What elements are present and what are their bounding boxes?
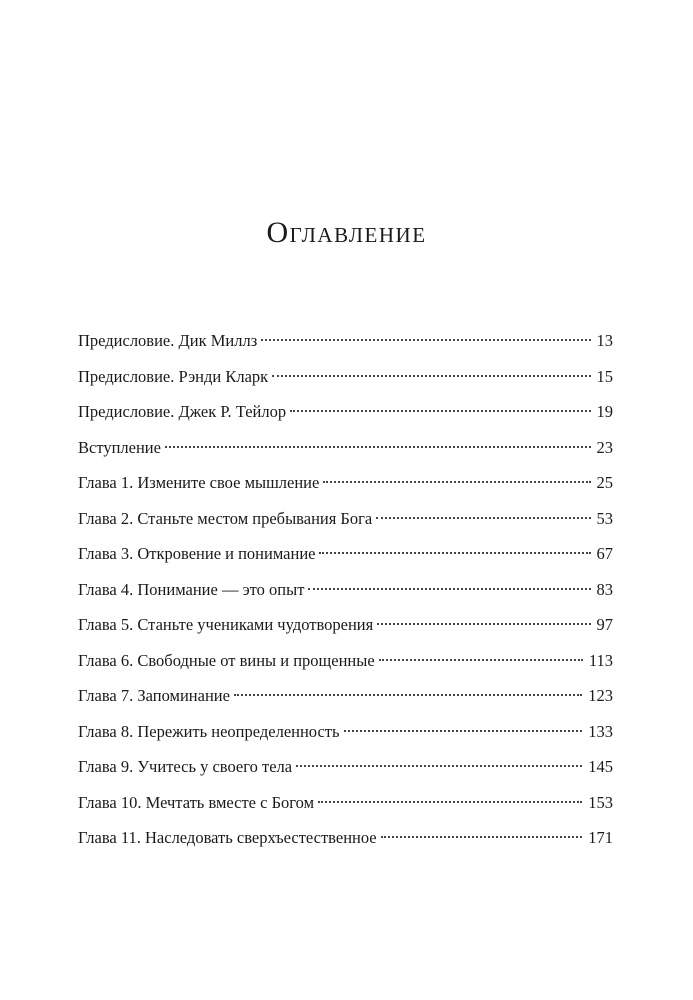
toc-entry[interactable]	[78, 398, 613, 434]
dot-leader	[379, 659, 583, 661]
toc-entry[interactable]	[78, 611, 613, 647]
toc-entry-label: Глава 1. Измените свое мышление	[78, 473, 320, 492]
toc-page-number: 97	[596, 615, 613, 634]
toc-page-number: 13	[596, 331, 613, 350]
toc-entry[interactable]	[78, 469, 613, 505]
toc-entry-label: Глава 5. Станьте учениками чудотворения	[78, 615, 374, 634]
dot-leader	[290, 410, 590, 412]
toc-entry[interactable]	[78, 576, 613, 612]
toc-entry[interactable]	[78, 682, 613, 718]
toc-entry[interactable]	[78, 647, 613, 683]
toc-entry[interactable]	[78, 363, 613, 399]
toc-page-number: 25	[596, 473, 613, 492]
toc-page-number: 67	[596, 544, 613, 563]
toc-entry-label: Предисловие. Дик Миллз	[78, 331, 258, 350]
toc-entry-label: Глава 4. Понимание — это опыт	[78, 579, 305, 599]
toc-entry-label: Глава 3. Откровение и понимание	[78, 544, 316, 563]
dot-leader	[344, 730, 583, 732]
toc-entry[interactable]	[78, 327, 613, 363]
toc-entry[interactable]	[78, 505, 613, 541]
toc-entry[interactable]	[78, 434, 613, 470]
toc-entry[interactable]	[78, 789, 613, 825]
dot-leader	[165, 446, 591, 448]
toc-entry-label: Предисловие. Рэнди Кларк	[78, 366, 269, 386]
toc-page-number: 19	[596, 402, 613, 421]
dot-leader	[296, 765, 582, 767]
toc-page-number: 145	[588, 757, 613, 776]
dot-leader	[318, 801, 582, 803]
toc-entry-label: Глава 2. Станьте местом пребывания Бога	[78, 508, 373, 528]
page-title: Оглавление	[266, 216, 427, 250]
toc-page-number: 23	[596, 437, 613, 457]
table-of-contents	[78, 327, 613, 860]
toc-page-number: 113	[588, 650, 613, 670]
toc-entry-label: Вступление	[78, 437, 161, 457]
toc-page-number: 171	[588, 828, 613, 847]
toc-entry-label: Предисловие. Джек Р. Тейлор	[78, 402, 287, 421]
dot-leader	[272, 375, 590, 377]
toc-entry-label: Глава 10. Мечтать вместе с Богом	[78, 792, 315, 812]
toc-page-number: 83	[596, 579, 613, 599]
toc-entry-label: Глава 11. Наследовать сверхъестественное	[78, 828, 377, 847]
toc-page-number: 123	[588, 686, 613, 705]
toc-page-number: 133	[588, 721, 613, 741]
toc-entry-label: Глава 7. Запоминание	[78, 686, 230, 705]
dot-leader	[377, 623, 590, 625]
toc-entry-label: Глава 9. Учитесь у своего тела	[78, 757, 293, 776]
toc-page-number: 153	[588, 792, 613, 812]
toc-entry[interactable]	[78, 753, 613, 789]
dot-leader	[308, 588, 590, 590]
toc-entry[interactable]	[78, 824, 613, 860]
dot-leader	[319, 552, 590, 554]
dot-leader	[323, 481, 590, 483]
toc-entry[interactable]	[78, 718, 613, 754]
dot-leader	[381, 836, 583, 838]
toc-page-number: 15	[596, 366, 613, 386]
toc-page-number: 53	[596, 508, 613, 528]
dot-leader	[261, 339, 590, 341]
toc-entry-label: Глава 6. Свободные от вины и прощенные	[78, 650, 375, 670]
dot-leader	[376, 517, 590, 519]
dot-leader	[234, 694, 582, 696]
toc-entry[interactable]	[78, 540, 613, 576]
toc-entry-label: Глава 8. Пережить неопределенность	[78, 721, 340, 741]
